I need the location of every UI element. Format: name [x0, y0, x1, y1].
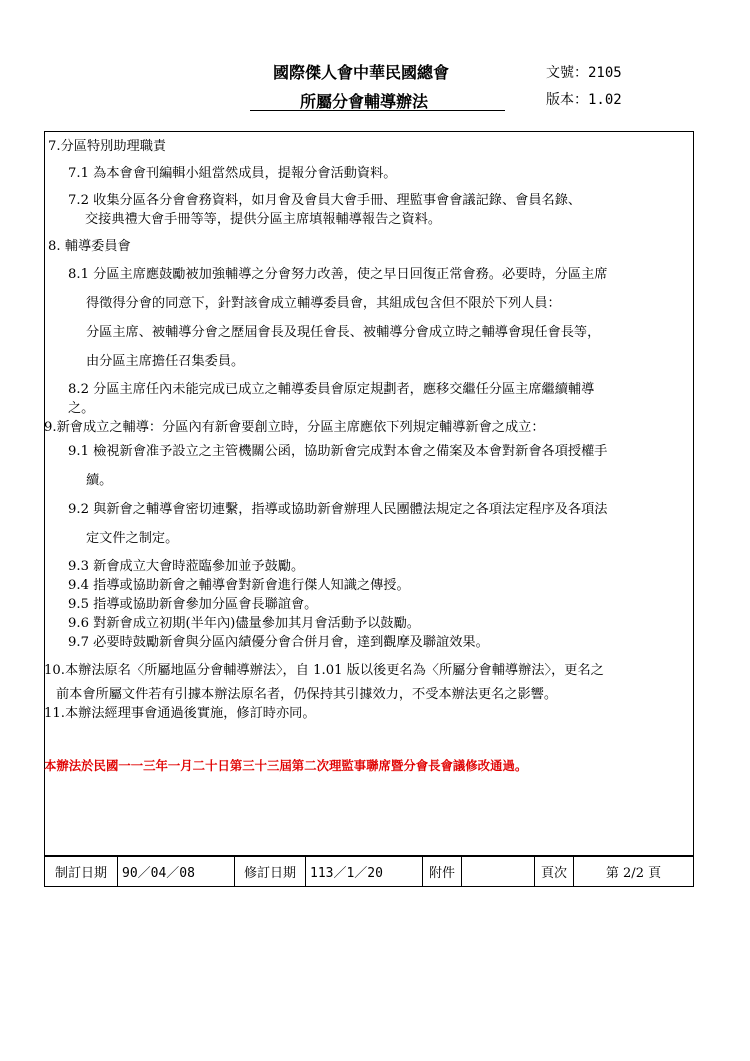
section-8-1-line4: 由分區主席擔任召集委員。	[86, 354, 245, 369]
section-10-line1: 10.本辦法原名〈所屬地區分會輔導辦法〉，自 1.01 版以後更名為〈所屬分會輔導辦法〉，更名之	[44, 663, 604, 678]
footer-table	[44, 855, 694, 887]
section-9-1-line2: 續。	[86, 473, 113, 488]
section-8-heading: 8. 輔導委員會	[48, 239, 131, 254]
page-value: 第 2/2 頁	[574, 856, 694, 887]
section-7-1: 7.1 為本會會刊編輯小組當然成員，提報分會活動資料。	[68, 166, 397, 181]
document-title: 國際傑人會中華民國總會	[273, 63, 450, 82]
attachment-label: 附件	[423, 856, 462, 887]
created-date-value: 90／04／08	[118, 856, 235, 887]
doc-number: 文號：2105	[546, 65, 622, 81]
section-9-2-line2: 定文件之制定。	[86, 531, 179, 546]
attachment-value	[462, 856, 535, 887]
section-7-2-line2: 交接典禮大會手冊等等，提供分區主席填報輔導報告之資料。	[85, 212, 442, 227]
section-9-heading: 9.新會成立之輔導：分區內有新會要創立時，分區主席應依下列規定輔導新會之成立：	[44, 420, 545, 435]
section-11: 11.本辦法經理事會通過後實施，修訂時亦同。	[44, 706, 316, 721]
section-9-1-line1: 9.1 檢視新會准予設立之主管機關公函，協助新會完成對本會之備案及本會對新會各項授權手	[68, 444, 608, 459]
section-9-2-line1: 9.2 與新會之輔導會密切連繫，指導或協助新會辦理人民團體法規定之各項法定程序及各項法	[68, 502, 608, 517]
revised-date-label: 修訂日期	[235, 856, 306, 887]
document-subtitle: 所屬分會輔導辦法	[300, 92, 429, 111]
title-underline	[250, 110, 505, 111]
section-9-4: 9.4 指導或協助新會之輔導會對新會進行傑人知識之傳授。	[68, 578, 410, 593]
section-7-heading: 7.分區特別助理職責	[48, 139, 167, 154]
footer-row	[45, 856, 694, 887]
section-9-6: 9.6 對新會成立初期(半年內)儘量參加其月會活動予以鼓勵。	[68, 616, 420, 631]
revised-date-value: 113／1／20	[306, 856, 423, 887]
section-8-1-line2: 得徵得分會的同意下，針對該會成立輔導委員會，其組成包含但不限於下列人員：	[86, 296, 561, 311]
section-10-line2: 前本會所屬文件若有引據本辦法原名者，仍保持其引據效力，不受本辦法更名之影響。	[56, 687, 558, 702]
section-8-2-line1: 8.2 分區主席任內未能完成已成立之輔導委員會原定規劃者，應移交繼任分區主席繼續輔導	[68, 382, 595, 397]
section-9-7: 9.7 必要時鼓勵新會與分區內績優分會合併月會，達到觀摩及聯誼效果。	[68, 635, 489, 650]
section-8-1-line1: 8.1 分區主席應鼓勵被加強輔導之分會努力改善，使之早日回復正常會務。必要時，分區主席	[68, 267, 608, 282]
section-9-5: 9.5 指導或協助新會參加分區會長聯誼會。	[68, 597, 318, 612]
section-8-2-line2: 之。	[68, 401, 95, 416]
section-7-2-line1: 7.2 收集分區各分會會務資料，如月會及會員大會手冊、理監事會會議記錄、會員名錄、	[68, 193, 582, 208]
section-9-3: 9.3 新會成立大會時蒞臨參加並予鼓勵。	[68, 559, 305, 574]
document-body	[44, 137, 690, 775]
amendment-note: 本辦法於民國一一三年一月二十日第三十三屆第二次理監事聯席暨分會長會議修改通過。	[44, 758, 528, 773]
created-date-label: 制訂日期	[45, 856, 118, 887]
doc-version: 版本：1.02	[546, 92, 622, 108]
section-8-1-line3: 分區主席、被輔導分會之歷屆會長及現任會長、被輔導分會成立時之輔導會現任會長等，	[86, 325, 601, 340]
page-label: 頁次	[535, 856, 574, 887]
